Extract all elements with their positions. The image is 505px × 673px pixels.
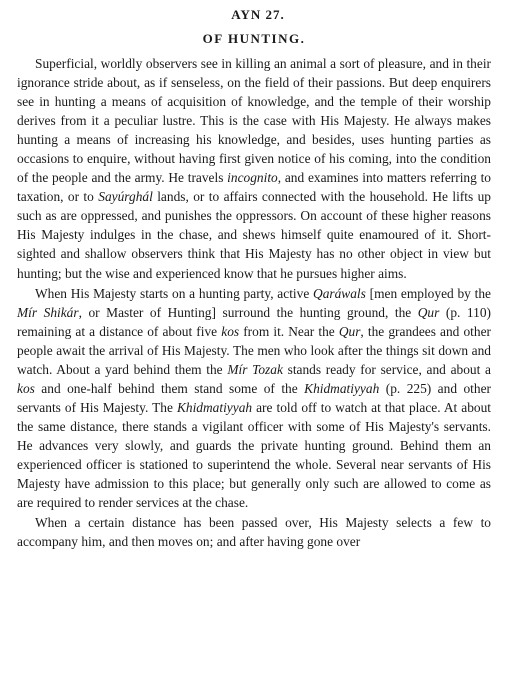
text-run: stands ready for service, and about a xyxy=(282,361,491,377)
text-run: lands, or to affairs connected with the household. He lifts up such as are oppressed, and punishes the oppressors. On account of these higher reasons His Majesty indulges in the chase, and shews himself quite enamoured of it. Short-sighted and shallow observers think that His Majesty has no other object in view but hunting; but the wise and experienced know that he pursues higher aims. xyxy=(17,189,491,281)
text-run: , and examines into matters referring to taxation, or to xyxy=(17,170,491,205)
paragraph xyxy=(17,284,491,513)
italic-term: kos xyxy=(221,323,240,339)
italic-term: Qur xyxy=(417,304,440,320)
text-run: are told off to watch at that place. At about the same distance, there stands a vigilant officer with some of His Majesty's servants. He advances very slowly, and guards the private hunting ground. Behind them an experienced officer is stationed to superintend the whole. Several near servants of His Majesty have admission to this place; but generally only such are allowed to come as are required to render services at the chase. xyxy=(17,399,491,511)
text-run: [men employed by the xyxy=(365,285,491,301)
italic-term: Qaráwals xyxy=(313,285,366,301)
text-run: , or Master of Hunting] surround the hunting ground, the xyxy=(78,304,418,320)
italic-term: incognito xyxy=(227,170,278,186)
italic-term: Mír Shikár xyxy=(17,304,79,320)
section-title: OF HUNTING. xyxy=(202,31,306,46)
body-text xyxy=(17,54,491,551)
paragraph xyxy=(17,513,491,551)
italic-term: Qur xyxy=(338,323,361,339)
text-run: , the grandees and other people await the arrival of His Majesty. The men who look after the things sit down and watch. About a yard behind them the xyxy=(17,323,491,377)
text-run: When His Majesty starts on a hunting party, active xyxy=(35,285,314,301)
text-run: and one-half behind them stand some of the xyxy=(34,380,305,396)
italic-term: kos xyxy=(17,380,35,396)
chapter-title: AYN 27. xyxy=(231,7,285,22)
text-run: (p. 225) and other servants of His Majesty. The xyxy=(17,380,491,415)
text-run: from it. Near the xyxy=(239,323,339,339)
italic-term: Khidmatiyyah xyxy=(304,380,380,396)
text-run: (p. 110) remaining at a distance of about five xyxy=(17,304,491,339)
italic-term: Mír Tozak xyxy=(227,361,283,377)
italic-term: Khidmatiyyah xyxy=(176,399,253,415)
italic-term: Sayúrghál xyxy=(98,189,153,205)
text-run: When a certain distance has been passed over, His Majesty selects a few to accompany him, and then moves on; and after having gone over xyxy=(17,515,491,550)
paragraph xyxy=(17,54,491,283)
text-run: Superficial, worldly observers see in killing an animal a sort of pleasure, and in their ignorance stride about, as if senseless, on the field of their passions. But deep enquirers see in hunting a means of acquisition of knowledge, and the temple of their worship derives from it a peculiar lustre. This is the case with His Majesty. He always makes hunting a means of increasing his knowledge, and besides, uses hunting parties as occasions to enquire, without having first given notice of his coming, into the condition of the people and the army. He travels xyxy=(17,56,491,186)
